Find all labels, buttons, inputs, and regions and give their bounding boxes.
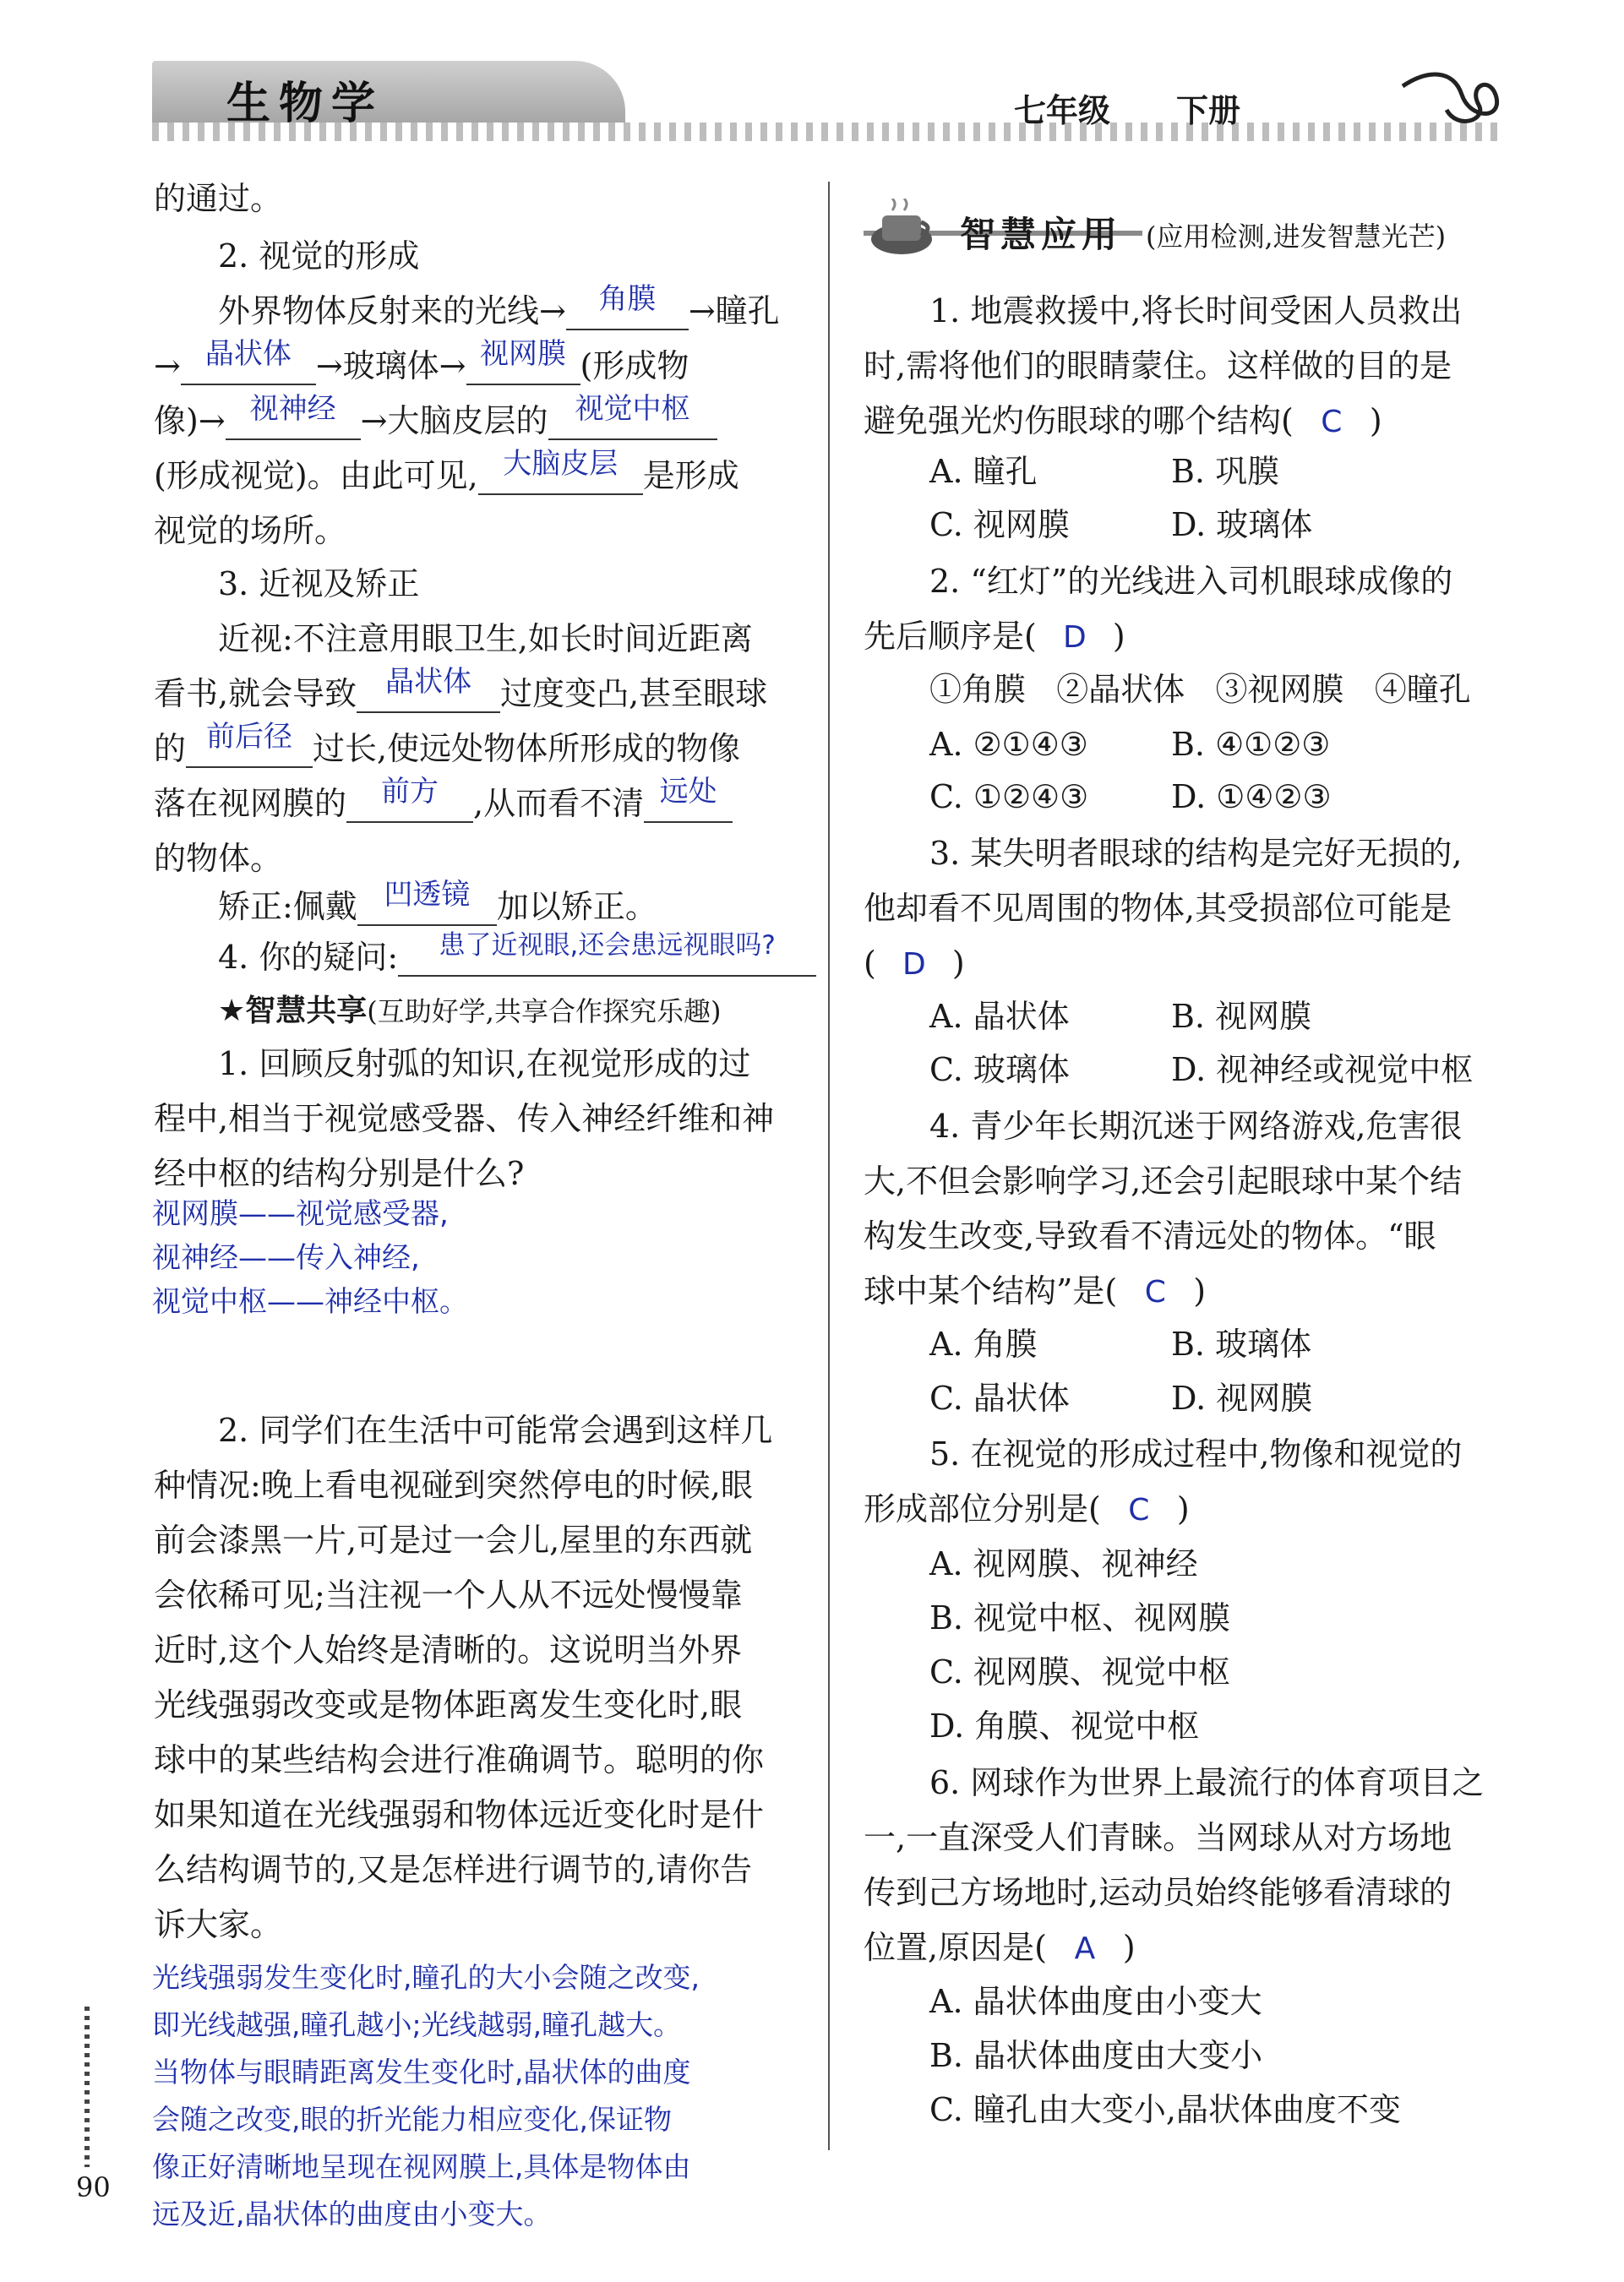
- answer-blank: [548, 392, 717, 440]
- text-line: 种情况:晚上看电视碰到突然停电的时候,眼: [154, 1467, 753, 1504]
- text: 球中某个结构”是(: [864, 1272, 1118, 1310]
- text: 先后顺序是(: [864, 618, 1037, 655]
- answer-slot: [1047, 1928, 1123, 1969]
- option: C. 瞳孔由大变小,晶状体曲度不变: [929, 2091, 1401, 2128]
- option: A. 晶状体曲度由小变大: [929, 1983, 1262, 2020]
- text-line: 么结构调节的,又是怎样进行调节的,请你告: [154, 1851, 753, 1888]
- option: B. 玻璃体: [1171, 1326, 1312, 1363]
- text-line: 球中的某些结构会进行准确调节。聪明的你: [154, 1741, 765, 1778]
- text: 看书,就会导致: [154, 675, 357, 712]
- fill-in-line: [154, 775, 733, 823]
- option: C. 视网膜: [929, 506, 1070, 543]
- share-title: ★智慧共享: [218, 994, 368, 1028]
- handwritten-answer: 晶状体: [385, 665, 472, 699]
- text: 位置,原因是(: [864, 1929, 1047, 1966]
- text: 避免强光灼伤眼球的哪个结构(: [864, 402, 1294, 439]
- handwritten-answer: 视网膜: [480, 337, 567, 371]
- answer-blank: [398, 930, 816, 977]
- fill-in-line: [218, 282, 780, 330]
- handwritten-answer: 视觉中枢——神经中枢。: [152, 1285, 468, 1319]
- answer-blank: [466, 337, 580, 385]
- question-line: [864, 617, 1125, 657]
- option: C. 晶状体: [929, 1380, 1070, 1417]
- text-line: 他却看不见周围的物体,其受损部位可能是: [864, 890, 1452, 927]
- text: 4. 你的疑问:: [218, 939, 399, 976]
- handwritten-answer: 患了近视眼,还会患远视眼吗?: [439, 930, 776, 961]
- text: 是形成: [642, 457, 739, 494]
- text-line: 前会漆黑一片,可是过一会儿,屋里的东西就: [154, 1522, 753, 1559]
- fill-in-line: [218, 930, 816, 977]
- handwritten-answer: A: [1074, 1931, 1096, 1966]
- handwritten-answer: 晶状体: [204, 337, 292, 371]
- text: →玻璃体→: [315, 347, 466, 384]
- handwritten-answer: 前后径: [206, 720, 293, 754]
- text: ): [1193, 1272, 1207, 1310]
- answer-blank: [357, 878, 497, 926]
- text: →: [154, 347, 181, 384]
- items-line: ①角膜 ②晶状体 ③视网膜 ④瞳孔: [929, 671, 1471, 708]
- option: A. 晶状体: [929, 998, 1070, 1035]
- handwritten-answer: 凹透镜: [384, 878, 471, 912]
- text: (: [864, 945, 876, 982]
- text-line: 的通过。: [154, 180, 283, 217]
- answer-slot: [1101, 1490, 1177, 1530]
- handwritten-answer: D: [902, 947, 926, 982]
- option: C. 玻璃体: [929, 1051, 1070, 1088]
- question-line: [864, 944, 965, 984]
- handwritten-answer: 前方: [381, 775, 439, 809]
- text-line: 经中枢的结构分别是什么?: [154, 1155, 525, 1192]
- option: B. ④①②③: [1171, 726, 1331, 763]
- handwritten-answer: 即光线越强,瞳孔越小;光线越弱,瞳孔越大。: [152, 2008, 682, 2041]
- text: ): [1176, 1490, 1190, 1528]
- question-line: [864, 1272, 1206, 1312]
- option: C. 视网膜、视觉中枢: [929, 1653, 1230, 1691]
- fill-in-line: [154, 337, 689, 385]
- text-line: 传到己方场地时,运动员始终能够看清球的: [864, 1874, 1452, 1911]
- text-line: 近视:不注意用眼卫生,如长时间近距离: [218, 620, 753, 657]
- answer-blank: [357, 665, 500, 713]
- handwritten-answer: C: [1321, 405, 1343, 439]
- text: (形成物: [580, 347, 689, 384]
- option: D. 视网膜: [1171, 1380, 1313, 1417]
- answer-blank: [346, 775, 473, 823]
- option: D. 玻璃体: [1171, 506, 1313, 543]
- option: D. 视神经或视觉中枢: [1171, 1051, 1474, 1088]
- text-line: 近时,这个人始终是清晰的。这说明当外界: [154, 1631, 743, 1669]
- handwritten-answer: D: [1062, 620, 1087, 655]
- handwritten-answer: C: [1128, 1493, 1150, 1528]
- share-heading: [218, 990, 721, 1031]
- option: B. 晶状体曲度由大变小: [929, 2037, 1263, 2074]
- text-line: 2. “红灯”的光线进入司机眼球成像的: [929, 563, 1453, 600]
- section-banner-title: 智慧应用: [960, 214, 1123, 255]
- option: B. 视网膜: [1171, 998, 1312, 1035]
- handwritten-answer: 视觉中枢: [575, 392, 690, 426]
- handwritten-answer: 远处: [659, 775, 717, 809]
- column-divider: [828, 182, 830, 2150]
- handwritten-answer: C: [1144, 1275, 1166, 1310]
- handwritten-answer: 当物体与眼睛距离发生变化时,晶状体的曲度: [152, 2056, 691, 2089]
- text-line: 一,一直深受人们青睐。当网球从对方场地: [864, 1819, 1452, 1856]
- answer-blank: [478, 447, 643, 495]
- text: (形成视觉)。由此可见,: [154, 457, 478, 494]
- text-line: 会依稀可见;当注视一个人从不远处慢慢靠: [154, 1577, 743, 1614]
- answer-blank: [644, 775, 733, 823]
- grade-label: 七年级: [1014, 92, 1111, 129]
- text-line: 大,不但会影响学习,还会引起眼球中某个结: [864, 1163, 1463, 1200]
- text-line: 2. 同学们在生活中可能常会遇到这样几: [218, 1412, 773, 1449]
- handwritten-answer: 光线强弱发生变化时,瞳孔的大小会随之改变,: [152, 1961, 700, 1994]
- question-line: [864, 1490, 1190, 1530]
- text: ): [1122, 1929, 1136, 1966]
- question-line: [864, 1928, 1136, 1969]
- volume-label: 下册: [1176, 92, 1241, 129]
- text-line: 视觉的场所。: [154, 512, 347, 549]
- text-line: 1. 回顾反射弧的知识,在视觉形成的过: [218, 1045, 751, 1082]
- option: B. 巩膜: [1171, 453, 1280, 490]
- handwritten-answer: 视神经——传入神经,: [152, 1241, 420, 1275]
- text-line: 3. 某失明者眼球的结构是完好无损的,: [929, 835, 1463, 872]
- option: C. ①②④③: [929, 778, 1089, 815]
- text: 形成部位分别是(: [864, 1490, 1101, 1528]
- fill-in-line: [154, 392, 717, 440]
- text: 外界物体反射来的光线→: [218, 292, 566, 330]
- section-heading: 2. 视觉的形成: [218, 237, 420, 275]
- text-line: 程中,相当于视觉感受器、传入神经纤维和神: [154, 1100, 775, 1137]
- handwritten-answer: 视神经: [249, 392, 336, 426]
- option: D. 角膜、视觉中枢: [929, 1707, 1200, 1745]
- option: A. 瞳孔: [929, 453, 1038, 490]
- text: 的: [154, 730, 187, 767]
- text-line: 如果知道在光线强弱和物体远近变化时是什: [154, 1796, 765, 1833]
- answer-slot: [1117, 1272, 1193, 1312]
- text-line: 5. 在视觉的形成过程中,物像和视觉的: [929, 1435, 1463, 1473]
- handwritten-answer: 远及近,晶状体的曲度由小变大。: [152, 2198, 552, 2230]
- text-line: 1. 地震救援中,将长时间受困人员救出: [929, 292, 1463, 330]
- text-line: 的物体。: [154, 840, 283, 877]
- text-line: 4. 青少年长期沉迷于网络游戏,危害很: [929, 1108, 1463, 1145]
- text: 过长,使远处物体所形成的物像: [313, 730, 741, 767]
- text: ,从而看不清: [473, 785, 645, 822]
- decorative-swirl-icon: [1394, 61, 1512, 137]
- text: 像)→: [154, 402, 226, 439]
- answer-blank: [181, 337, 316, 385]
- text: 过度变凸,甚至眼球: [500, 675, 768, 712]
- option: B. 视觉中枢、视网膜: [929, 1599, 1231, 1637]
- text: ): [1369, 402, 1382, 439]
- handwritten-answer: 像正好清晰地呈现在视网膜上,具体是物体由: [152, 2150, 691, 2183]
- text: 落在视网膜的: [154, 785, 347, 822]
- handwritten-answer: 会随之改变,眼的折光能力相应变化,保证物: [152, 2103, 672, 2136]
- question-line: [864, 401, 1382, 442]
- handwritten-answer: 角膜: [598, 282, 657, 316]
- share-subtitle: (互助好学,共享合作探究乐趣): [367, 995, 722, 1027]
- option: D. ①④②③: [1171, 778, 1332, 815]
- handwritten-answer: 大脑皮层: [503, 447, 619, 481]
- answer-slot: [876, 944, 952, 984]
- option: A. 角膜: [929, 1326, 1038, 1363]
- answer-slot: [1037, 617, 1113, 657]
- section-heading: 3. 近视及矫正: [218, 565, 420, 602]
- text-line: 光线强弱改变或是物体距离发生变化时,眼: [154, 1686, 743, 1724]
- section-banner-subtitle: (应用检测,进发智慧光芒): [1146, 221, 1447, 253]
- answer-blank: [226, 392, 361, 440]
- text: 矫正:佩戴: [218, 888, 357, 925]
- fill-in-line: [154, 665, 768, 713]
- fill-in-line: [154, 447, 739, 495]
- text: 加以矫正。: [496, 888, 657, 925]
- text-line: 诉大家。: [154, 1906, 283, 1943]
- text-line: 时,需将他们的眼睛蒙住。这样做的目的是: [864, 347, 1452, 384]
- answer-slot: [1294, 401, 1370, 442]
- subject-title: 生物学: [226, 78, 384, 129]
- text: →瞳孔: [688, 292, 780, 330]
- handwritten-answer: 视网膜——视觉感受器,: [152, 1197, 449, 1231]
- text-line: 6. 网球作为世界上最流行的体育项目之: [929, 1764, 1485, 1801]
- margin-dots: [84, 2007, 90, 2167]
- text: →大脑皮层的: [360, 402, 548, 439]
- fill-in-line: [154, 720, 741, 768]
- text: ): [951, 945, 965, 982]
- option: A. ②①④③: [929, 726, 1088, 763]
- answer-blank: [186, 720, 313, 768]
- option: A. 视网膜、视神经: [929, 1545, 1198, 1582]
- text: ): [1112, 618, 1125, 655]
- fill-in-line: [218, 878, 657, 926]
- answer-blank: [566, 282, 689, 330]
- page-number: 90: [76, 2171, 111, 2203]
- text-line: 构发生改变,导致看不清远处的物体。“眼: [864, 1217, 1436, 1255]
